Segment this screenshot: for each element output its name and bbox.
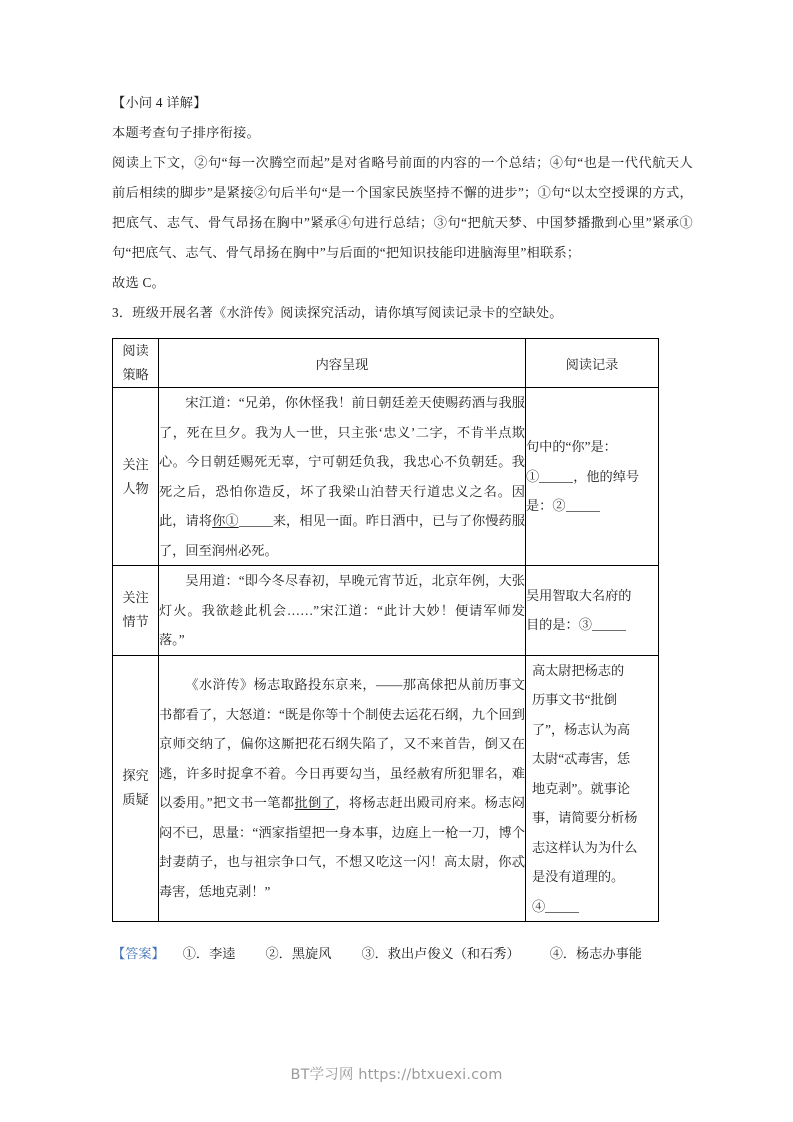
row-3-record-line-8: 是没有道理的。 xyxy=(531,869,625,884)
table-row xyxy=(113,566,659,656)
row-3-strategy xyxy=(113,655,159,922)
row-3-content-part-2: ，将杨志赶出殿司府来。杨志闷闷不已，思量：“洒家指望把一身本事，边庭上一枪一刀，博个封妻荫子，也与祖宗争口气，不想又吃这一闪！高太尉，你忒毒害，恁地克剥！” xyxy=(159,795,525,899)
row-3-record-line-9 xyxy=(526,892,658,922)
row-1-record-marker-1: ① xyxy=(526,468,540,484)
header-strategy-line-1: 阅读 xyxy=(122,343,149,358)
answer-line xyxy=(112,941,693,967)
row-3-strategy-line-1: 探究 xyxy=(122,768,149,784)
row-3-record-line-3: 了”，杨志认为高 xyxy=(531,721,631,737)
row-1-strategy-line-1: 关注 xyxy=(122,456,149,472)
answer-item-3: ③．救出卢俊义（和石秀） xyxy=(361,946,520,961)
row-1-record-text-1: ，他的绰号 xyxy=(573,468,640,484)
table-row xyxy=(113,655,659,922)
section-heading: 【小问 4 详解】 xyxy=(112,95,207,110)
row-2-content xyxy=(159,566,526,656)
row-3-content xyxy=(159,655,526,922)
row-1-record-marker-2: 是：② xyxy=(526,498,566,514)
explanation-conclusion: 故选 C。 xyxy=(112,275,165,290)
row-3-record-line-5: 地克剥”。就事论 xyxy=(531,780,631,796)
footer-watermark: BT学习网 https://btxuexi.com xyxy=(290,1067,503,1083)
row-1-content-part-2: 来，相见一面。昨日酒中，已与了你慢药服了，回至润州必死。 xyxy=(159,513,526,558)
row-1-content-blank xyxy=(239,511,273,527)
row-2-record-marker: 目的是：③ xyxy=(526,617,592,633)
row-1-record xyxy=(526,388,659,566)
explanation-body: 阅读上下文，②句“每一次腾空而起”是对省略号前面的内容的一个总结；④句“也是一代代航天人前后相续的脚步”是紧接②句后半句“是一个国家民族坚持不懈的进步”；①句“以太空授课的方式，把底气、志气、骨气昂扬在胸中”紧承④句进行总结；③句“把航天梦、中国梦播撒到心里”紧承①句“把底气、志气、骨气昂扬在胸中”与后面的“把知识技能印进脑海里”相联系； xyxy=(112,155,693,260)
row-3-content-underlined: 批倒了 xyxy=(294,795,336,811)
row-2-record xyxy=(526,566,659,656)
row-3-content-part-1: 《水浒传》杨志取路投东京来，——那高俅把从前历事文书都看了，大怒道：“既是你等十个制使去运花石纲，九个回到京师交纳了，偏你这厮把花石纲失陷了，又不来首告，倒又在逃，许多时捉拿不着。今日再要勾当，虽经赦宥所犯罪名，难以委用。”把文书一笔都 xyxy=(159,677,525,811)
row-3-strategy-line-2: 质疑 xyxy=(122,792,149,808)
explanation-intro: 本题考查句子排序衔接。 xyxy=(112,125,260,140)
row-3-record-line-1: 高太尉把杨志的 xyxy=(531,662,625,678)
row-2-strategy xyxy=(113,566,159,656)
reading-record-table xyxy=(112,338,659,922)
explanation-block xyxy=(112,88,693,328)
row-2-content-paragraph: 吴用道：“即今冬尽春初，早晚元宵节近，北京年例，大张灯火。我欲趁此机会……”宋江道：“此计大妙！便请军师发落。” xyxy=(159,573,525,647)
row-1-content-underlined: 你① xyxy=(212,513,239,528)
table-header-row xyxy=(113,339,659,388)
header-record: 阅读记录 xyxy=(526,339,659,388)
row-1-strategy xyxy=(113,388,159,566)
row-1-record-line-1: 句中的“你”是： xyxy=(526,439,617,455)
row-3-record-blank xyxy=(545,897,579,913)
row-1-record-blank-1 xyxy=(539,467,573,483)
row-3-record-line-6: 事，请简要分析杨 xyxy=(531,810,638,825)
row-2-record-line-1: 吴用智取大名府的 xyxy=(526,587,632,603)
header-strategy-line-2: 策略 xyxy=(122,367,149,382)
header-content: 内容呈现 xyxy=(159,339,526,388)
row-1-record-line-3 xyxy=(526,491,658,521)
row-1-strategy-line-2: 人物 xyxy=(122,480,149,496)
row-1-record-line-2 xyxy=(526,462,658,492)
row-3-content-paragraph xyxy=(159,670,525,906)
row-3-record-line-4: 太尉“忒毒害，恁 xyxy=(531,751,631,766)
row-3-record-line-2: 历事文书“批倒 xyxy=(531,692,617,707)
row-1-record-blank-2 xyxy=(566,496,600,512)
row-3-record-marker: ④ xyxy=(531,898,546,914)
row-3-record-line-7: 志这样认为为什么 xyxy=(531,839,638,855)
row-2-strategy-line-1: 关注 xyxy=(122,590,149,606)
answer-item-1: ①．李逵 xyxy=(182,946,236,961)
row-1-content-part-1: 宋江道：“兄弟，你休怪我！前日朝廷差天使赐药酒与我服了，死在旦夕。我为人一世，只主张‘忠义’二字，不肯半点欺心。今日朝廷赐死无辜，宁可朝廷负我，我忠心不负朝廷。我死之后，恐怕你造反，坏了我梁山泊替天行道忠义之名。因此，请将 xyxy=(159,395,525,528)
question-3-prompt: 3．班级开展名著《水浒传》阅读探究活动，请你填写阅读记录卡的空缺处。 xyxy=(112,305,563,320)
row-2-strategy-line-2: 情节 xyxy=(122,614,149,630)
header-strategy xyxy=(113,339,159,388)
row-2-record-blank xyxy=(592,615,626,631)
table-body xyxy=(113,388,659,922)
row-3-record xyxy=(526,655,659,922)
table-header xyxy=(113,339,659,388)
answer-item-4: ④．杨志办事能 xyxy=(549,946,642,961)
row-1-content-paragraph xyxy=(159,388,525,565)
answer-item-2: ②．黑旋风 xyxy=(265,946,332,961)
row-2-record-line-2 xyxy=(526,610,658,640)
table-row xyxy=(113,388,659,566)
answer-tag: 【答案】 xyxy=(112,946,165,961)
row-1-content xyxy=(159,388,526,566)
